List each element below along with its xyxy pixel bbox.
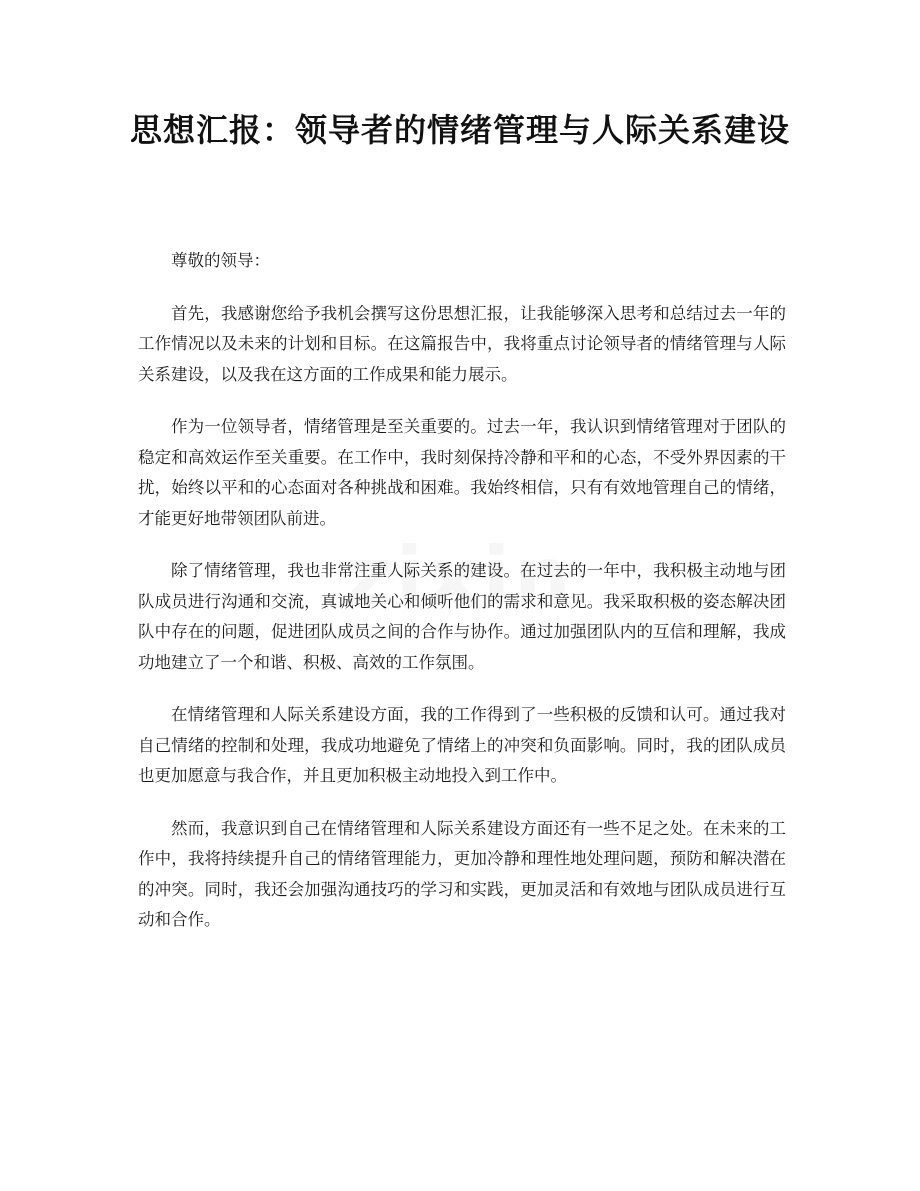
document-body: [138, 246, 786, 958]
paragraph-3: 除了情绪管理，我也非常注重人际关系的建设。在过去的一年中，我积极主动地与团队成员进行沟通和交流，真诚地关心和倾听他们的需求和意见。我采取积极的姿态解决团队中存在的问题，促进团队成员之间的合作与协作。通过加强团队内的互信和理解，我成功地建立了一个和谐、积极、高效的工作氛围。: [138, 561, 786, 672]
paragraph-4: 在情绪管理和人际关系建设方面，我的工作得到了一些积极的反馈和认可。通过我对自己情绪的控制和处理，我成功地避免了情绪上的冲突和负面影响。同时，我的团队成员也更加愿意与我合作，并且更加积极主动地投入到工作中。: [138, 705, 786, 785]
paragraph-2: 作为一位领导者，情绪管理是至关重要的。过去一年，我认识到情绪管理对于团队的稳定和高效运作至关重要。在工作中，我时刻保持冷静和平和的心态，不受外界因素的干扰，始终以平和的心态面对各种挑战和困难。我始终相信，只有有效地管理自己的情绪，才能更好地带领团队前进。: [138, 417, 786, 528]
paragraph-1: 首先，我感谢您给予我机会撰写这份思想汇报，让我能够深入思考和总结过去一年的工作情况以及未来的计划和目标。在这篇报告中，我将重点讨论领导者的情绪管理与人际关系建设，以及我在这方面的工作成果和能力展示。: [138, 303, 786, 384]
salutation: 尊敬的领导：: [171, 251, 270, 270]
document-title: 思想汇报：领导者的情绪管理与人际关系建设: [129, 111, 790, 149]
paragraph-5: 然而，我意识到自己在情绪管理和人际关系建设方面还有一些不足之处。在未来的工作中，我将持续提升自己的情绪管理能力，更加冷静和理性地处理问题，预防和解决潜在的冲突。同时，我还会加强沟通技巧的学习和实践，更加灵活和有效地与团队成员进行互动和合作。: [138, 818, 786, 929]
